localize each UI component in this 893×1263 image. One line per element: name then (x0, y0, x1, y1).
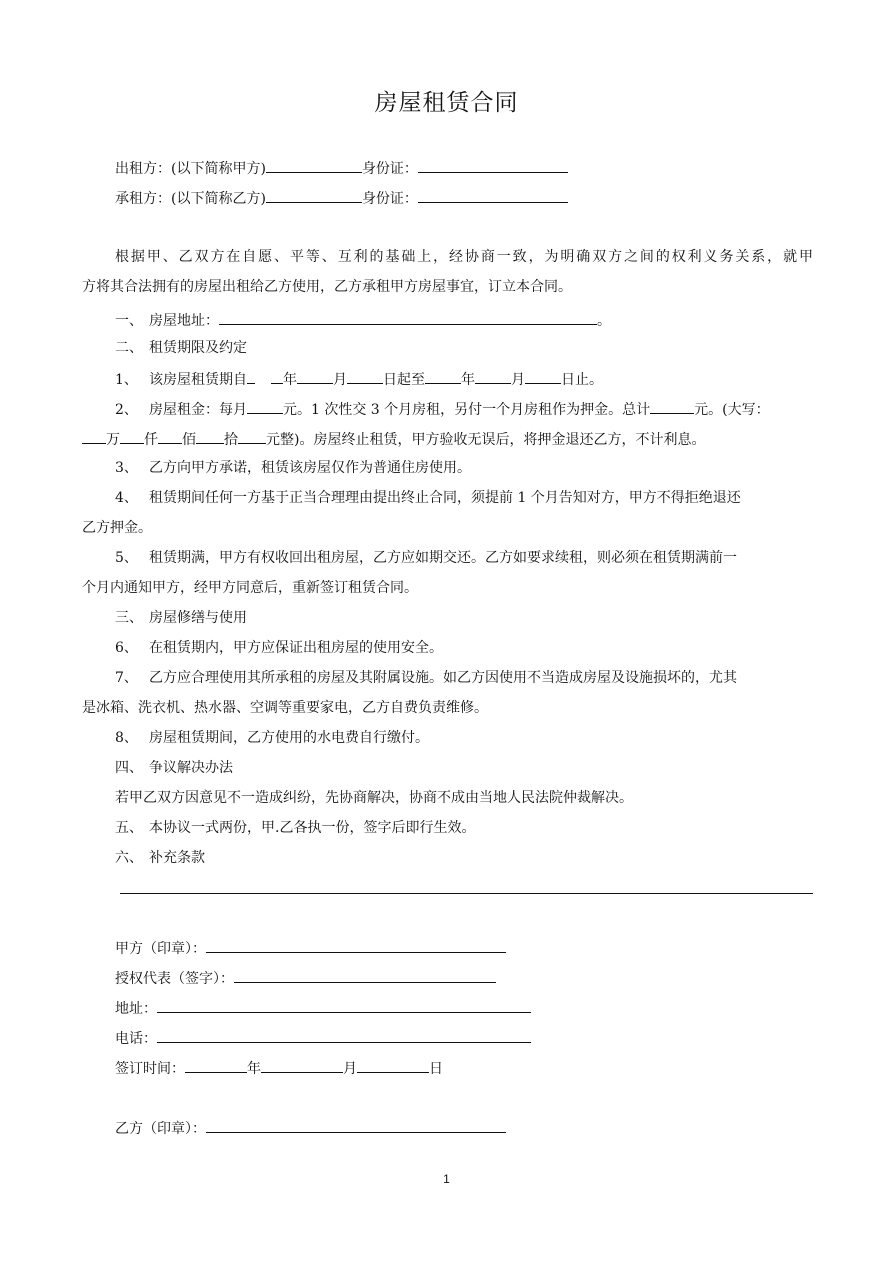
item-2-number: 2、 (115, 402, 138, 418)
lessor-id-blank[interactable] (418, 157, 568, 173)
section-3-number: 三、 (115, 610, 143, 626)
preamble-line-2: 方将其合法拥有的房屋出租给乙方使用，乙方承租甲方房屋事宜，订立本合同。 (82, 279, 572, 295)
representative-label: 授权代表（签字）： (115, 971, 234, 987)
item-8-text: 房屋租赁期间，乙方使用的水电费自行缴付。 (149, 730, 429, 746)
section-2-heading (115, 338, 247, 358)
item-5-line-2: 个月内通知甲方，经甲方同意后，重新签订租赁合同。 (82, 580, 418, 596)
section-3-title: 房屋修缮与使用 (149, 610, 247, 626)
representative-line (115, 967, 496, 989)
party-a-seal-blank[interactable] (206, 937, 506, 953)
sign-address-label: 地址： (115, 1001, 157, 1017)
start-year-label: 年 (283, 372, 297, 388)
sign-day-blank[interactable] (357, 1057, 429, 1073)
item-3 (115, 458, 471, 478)
item-5-number: 5、 (115, 550, 138, 566)
amount-shi-label: 拾 (224, 432, 238, 448)
start-year-blank-2[interactable] (271, 368, 283, 384)
amount-bai-blank[interactable] (158, 428, 182, 444)
lessee-id-blank[interactable] (418, 187, 568, 203)
section-4-heading (115, 758, 233, 778)
item-4-line-2: 乙方押金。 (82, 520, 152, 536)
sign-date-line (115, 1057, 443, 1079)
lessor-line (115, 157, 568, 179)
sign-day-label: 日 (429, 1061, 443, 1077)
page-number: 1 (443, 1172, 450, 1186)
section-6-heading (115, 848, 205, 868)
end-year-label: 年 (461, 372, 475, 388)
amount-yuan-label: 元整)。 (266, 432, 314, 448)
preamble-line-1: 根据甲、乙双方在自愿、平等、互利的基础上，经协商一致，为明确双方之间的权利义务关系，就甲 (115, 249, 813, 265)
end-day-label: 日止。 (561, 372, 603, 388)
item-7-line-2: 是冰箱、洗衣机、热水器、空调等重要家电，乙方自费负责维修。 (82, 700, 488, 716)
section-5-text: 本协议一式两份，甲.乙各执一份，签字后即行生效。 (149, 820, 476, 836)
amount-yuan-blank[interactable] (238, 428, 266, 444)
phone-label: 电话： (115, 1031, 157, 1047)
item-4-text: 租赁期间任何一方基于正当合理理由提出终止合同，须提前 1 个月告知对方，甲方不得拒绝退还 (149, 490, 741, 506)
sign-month-blank[interactable] (261, 1057, 343, 1073)
sign-month-label: 月 (343, 1061, 357, 1077)
item-7-number: 7、 (115, 670, 138, 686)
amount-qian-blank[interactable] (120, 428, 144, 444)
dispute-text: 若甲乙双方因意见不一造成纠纷，先协商解决，协商不成由当地人民法院仲裁解决。 (115, 790, 633, 806)
section-3-heading (115, 608, 247, 628)
lessor-id-label: 身份证： (361, 161, 418, 177)
end-day-blank[interactable] (525, 368, 561, 384)
item-6 (115, 638, 443, 658)
amount-shi-blank[interactable] (196, 428, 224, 444)
total-unit: 元。(大写： (694, 402, 770, 418)
phone-line (115, 1027, 531, 1049)
item-8 (115, 728, 429, 748)
item-5-line-1 (115, 548, 737, 568)
sign-year-blank[interactable] (185, 1057, 247, 1073)
deposit-terms: 房屋终止租赁，甲方验收无误后，将押金退还乙方，不计利息。 (313, 432, 706, 448)
item-3-number: 3、 (115, 460, 138, 476)
item-4-number: 4、 (115, 490, 138, 506)
representative-blank[interactable] (234, 967, 496, 983)
party-a-seal-label: 甲方（印章）： (115, 941, 206, 957)
section-1-number: 一、 (115, 313, 143, 329)
start-year-blank-1[interactable] (247, 368, 255, 384)
address-blank[interactable] (219, 309, 597, 325)
party-b-seal-label: 乙方（印章）： (115, 1121, 206, 1137)
lessee-line (115, 187, 568, 209)
address-label: 房屋地址： (149, 313, 219, 329)
lessee-label: 承租方：(以下简称乙方) (115, 191, 266, 207)
section-2-number: 二、 (115, 340, 143, 356)
sign-date-label: 签订时间： (115, 1061, 185, 1077)
amount-wan-blank[interactable] (82, 428, 106, 444)
item-5-text: 租赁期满，甲方有权收回出租房屋，乙方应如期交还。乙方如要求续租，则必须在租赁期满前一 (149, 550, 737, 566)
item-7-text: 乙方应合理使用其所承租的房屋及其附属设施。如乙方因使用不当造成房屋及设施损坏的，尤其 (149, 670, 737, 686)
item-6-text: 在租赁期内，甲方应保证出租房屋的使用安全。 (149, 640, 443, 656)
party-b-seal-line (115, 1117, 506, 1139)
lessee-id-label: 身份证： (361, 191, 418, 207)
item-1-number: 1、 (115, 372, 138, 388)
section-4-title: 争议解决办法 (149, 760, 233, 776)
amount-bai-label: 佰 (182, 432, 196, 448)
section-6-number: 六、 (115, 850, 143, 866)
start-day-blank[interactable] (347, 368, 383, 384)
end-month-label: 月 (511, 372, 525, 388)
section-2-title: 租赁期限及约定 (149, 340, 247, 356)
start-month-blank[interactable] (297, 368, 333, 384)
end-month-blank[interactable] (475, 368, 511, 384)
end-year-blank[interactable] (425, 368, 461, 384)
section-4-number: 四、 (115, 760, 143, 776)
lessee-name-blank[interactable] (266, 187, 362, 203)
item-1 (115, 368, 603, 390)
section-1-address (115, 309, 611, 331)
lessor-label: 出租方：(以下简称甲方) (115, 161, 266, 177)
sign-address-blank[interactable] (157, 997, 531, 1013)
amount-qian-label: 仟 (144, 432, 158, 448)
page-title: 房屋租赁合同 (374, 90, 519, 116)
party-a-seal-line (115, 937, 506, 959)
total-amount-blank[interactable] (650, 398, 694, 414)
section-5-number: 五、 (115, 820, 143, 836)
item-2-line-2 (82, 428, 705, 450)
amount-wan-label: 万 (106, 432, 120, 448)
phone-blank[interactable] (157, 1027, 531, 1043)
section-6-title: 补充条款 (149, 850, 205, 866)
start-month-label: 月 (333, 372, 347, 388)
supplementary-terms-line[interactable] (120, 893, 813, 894)
start-day-label: 日起至 (383, 372, 425, 388)
lessor-name-blank[interactable] (266, 157, 362, 173)
address-sign-line (115, 997, 531, 1019)
address-end: 。 (597, 313, 611, 329)
item-2-line-1 (115, 398, 770, 420)
item-4-line-1 (115, 488, 741, 508)
rent-label: 房屋租金：每月 (149, 402, 247, 418)
section-5 (115, 818, 475, 838)
item-1-text: 该房屋租赁期自 (149, 372, 247, 388)
monthly-rent-blank[interactable] (247, 398, 283, 414)
item-8-number: 8、 (115, 730, 138, 746)
item-3-text: 乙方向甲方承诺，租赁该房屋仅作为普通住房使用。 (149, 460, 471, 476)
party-b-seal-blank[interactable] (206, 1117, 506, 1133)
rent-terms: 元。1 次性交 3 个月房租，另付一个月房租作为押金。总计 (283, 402, 651, 418)
item-6-number: 6、 (115, 640, 138, 656)
item-7-line-1 (115, 668, 737, 688)
sign-year-label: 年 (247, 1061, 261, 1077)
